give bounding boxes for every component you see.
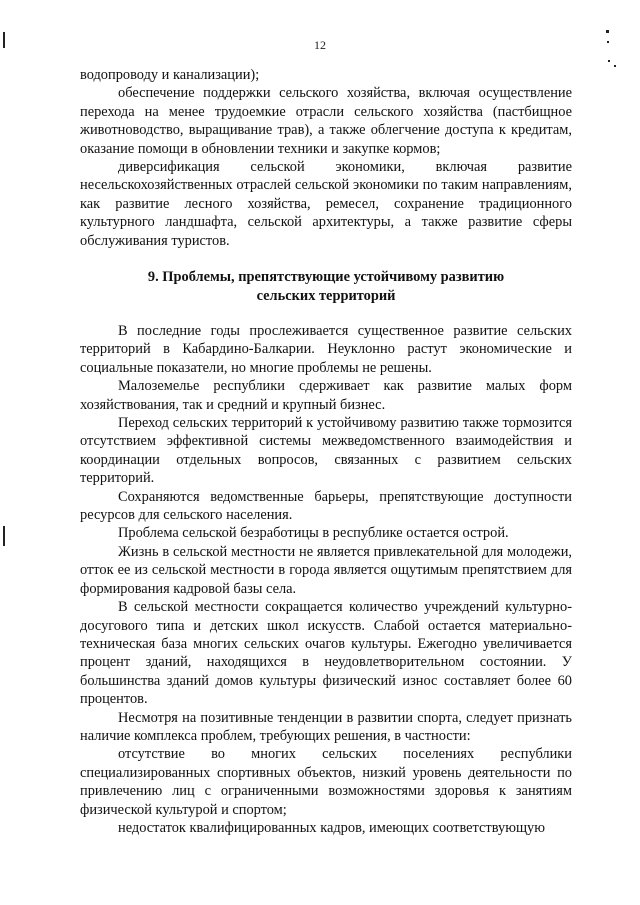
paragraph: отсутствие во многих сельских поселениях республики специализированных спортивных объектов, низкий уровень деятельности по привлечению лиц с ограниченными возможностями здоровья к занятиям физической культурой и спортом;: [80, 746, 572, 818]
scan-mark-left-bottom: [3, 526, 5, 546]
paragraph: Жизнь в сельской местности не является привлекательной для молодежи, отток ее из сельской местности в города является ощутимым препятствием для формирования кадровой базы села.: [80, 543, 572, 597]
scan-mark-right-3: [608, 60, 610, 62]
paragraph: В сельской местности сокращается количество учреждений культурно-досугового типа и детских школ искусств. Слабой остается материально-техническая база многих сельских очагов культуры. Ежегодно увеличивается процент зданий, находящихся в неудовлетворительном состоянии. У большинства зданий домов культуры физический износ составляет более 60 процентов.: [80, 599, 572, 708]
page-number: 12: [314, 38, 326, 52]
section-heading-line: 9. Проблемы, препятствующие устойчивому развитию: [147, 269, 505, 285]
paragraph: недостаток квалифицированных кадров, имеющих соответствующую: [118, 819, 545, 836]
section-heading: [80, 268, 572, 306]
paragraph: обеспечение поддержки сельского хозяйства, включая осуществление перехода на менее трудоемкие отрасли сельского хозяйства (пастбищное животноводство, выращивание трав), а также облегчение доступа к кредитам, оказание помощи в обновлении техники и закупке кормов;: [80, 85, 572, 157]
paragraph: Проблема сельской безработицы в республике остается острой.: [118, 525, 509, 542]
paragraph: Несмотря на позитивные тенденции в развитии спорта, следует признать наличие комплекса проблем, требующих решения, в частности:: [80, 709, 572, 744]
section-heading-line: сельских территорий: [256, 288, 396, 304]
scan-mark-right-1: [606, 30, 609, 33]
scan-mark-right-4: [614, 65, 616, 67]
section-body: [80, 322, 572, 837]
paragraph: Сохраняются ведомственные барьеры, препятствующие доступности ресурсов для сельского населения.: [80, 488, 572, 524]
paragraph: Малоземелье республики сдерживает как развитие малых форм хозяйствования, так и средний и крупный бизнес.: [80, 378, 572, 413]
paragraph: водопроводу и канализации);: [80, 67, 260, 83]
intro-text: [80, 66, 572, 250]
paragraph: Переход сельских территорий к устойчивому развитию также тормозится отсутствием эффективной системы межведомственного взаимодействия и координации отдельных вопросов, связанных с развитием сельских территорий.: [80, 415, 572, 487]
paragraph: В последние годы прослеживается существенное развитие сельских территорий в Кабардино-Балкарии. Неуклонно растут экономические и социальные показатели, но многие проблемы не решены.: [80, 323, 572, 376]
paragraph: диверсификация сельской экономики, включая развитие несельскохозяйственных отраслей сельской экономики по таким направлениям, как развитие лесного хозяйства, ремесел, сохранение традиционного культурного ландшафта, сельской архитектуры, а также развитие сферы обслуживания туристов.: [80, 159, 572, 249]
